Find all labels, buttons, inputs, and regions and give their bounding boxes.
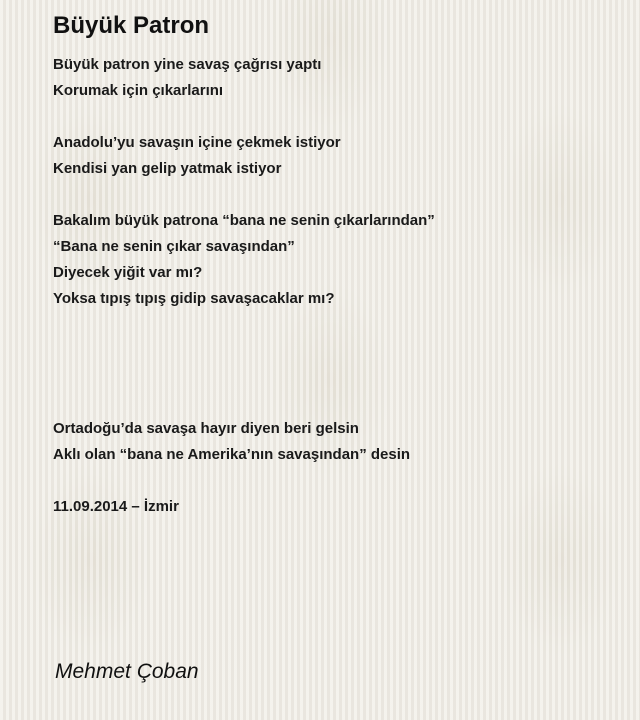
poem-body xyxy=(53,52,613,520)
poem-line: “Bana ne senin çıkar savaşından” xyxy=(53,238,295,255)
poem-line: Diyecek yiğit var mı? xyxy=(53,264,203,281)
stanza-gap-large xyxy=(53,312,613,416)
poem-line: Bakalım büyük patrona “bana ne senin çıkarlarından” xyxy=(53,212,435,229)
poem-line: Aklı olan “bana ne Amerika’nın savaşından” desin xyxy=(53,446,411,463)
stanza-gap xyxy=(53,468,613,494)
poem-line: Büyük patron yine savaş çağrısı yaptı xyxy=(53,56,322,73)
poem-date-place: 11.09.2014 – İzmir xyxy=(53,498,179,515)
poem-author: Mehmet Çoban xyxy=(55,660,199,683)
stanza-gap xyxy=(53,104,613,130)
poem-line: Kendisi yan gelip yatmak istiyor xyxy=(53,160,282,177)
poem-stanza-4 xyxy=(53,416,613,468)
poem-line: Anadolu’yu savaşın içine çekmek istiyor xyxy=(53,134,341,151)
poem-stanza-2 xyxy=(53,130,613,182)
poem-title: Büyük Patron xyxy=(53,12,210,39)
poem-stanza-1 xyxy=(53,52,613,104)
poem-card xyxy=(53,0,613,720)
poem-line: Ortadoğu’da savaşa hayır diyen beri gelsin xyxy=(53,420,359,437)
poem-line: Yoksa tıpış tıpış gidip savaşacaklar mı? xyxy=(53,290,335,307)
poem-dateline xyxy=(53,494,613,520)
stanza-gap xyxy=(53,182,613,208)
poem-line: Korumak için çıkarlarını xyxy=(53,82,224,99)
poem-stanza-3 xyxy=(53,208,613,312)
